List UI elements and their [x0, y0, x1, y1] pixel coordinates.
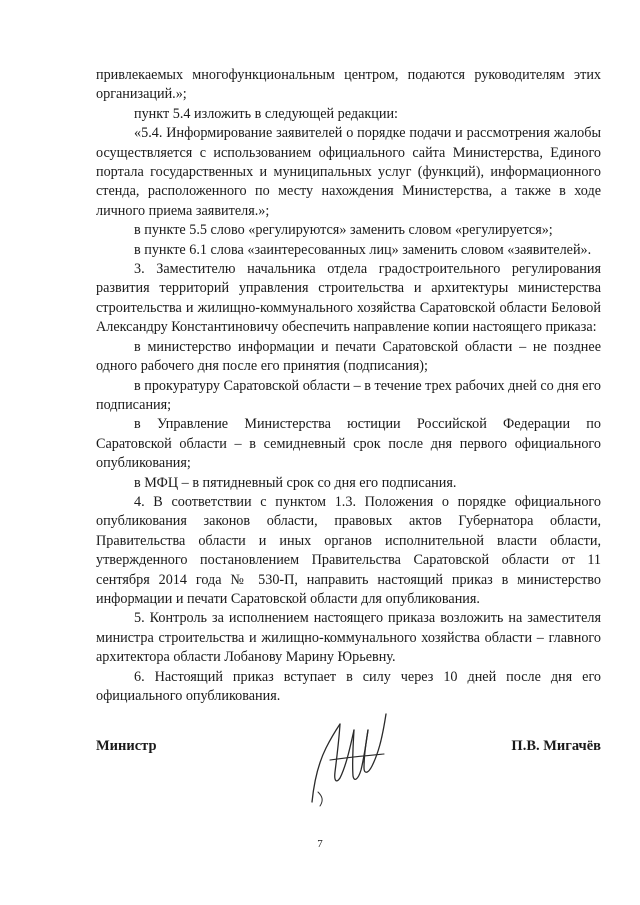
paragraph: пункт 5.4 изложить в следующей редакции:	[134, 105, 398, 122]
paragraph: 3. Заместителю начальника отдела градостроительного регулирования развития территорий управления строительства и архитектуры министерства строительства и жилищно-коммунального хозяйства Саратовской области Беловой Александру Константиновичу обеспечить направление копии настоящего приказа:	[96, 261, 601, 336]
handwritten-signature	[300, 700, 400, 810]
document-body	[96, 66, 601, 706]
paragraph: в министерство информации и печати Саратовской области – не позднее одного рабочего дня после его принятия (подписания);	[96, 338, 601, 375]
paragraph: «5.4. Информирование заявителей о порядке подачи и рассмотрения жалобы осуществляется с использованием официального сайта Министерства, Единого портала государственных и муниципальных услуг (функций), информационного стенда, расположенного по месту нахождения Министерства, а также в ходе личного приема заявителя.»;	[96, 125, 601, 219]
signatory-name: П.В. Мигачёв	[511, 738, 601, 754]
paragraph: в Управление Министерства юстиции Российской Федерации по Саратовской области – в семидневный срок после дня первого официального опубликования;	[96, 416, 601, 472]
paragraph: в пункте 6.1 слова «заинтересованных лиц» заменить словом «заявителей».	[134, 241, 592, 258]
paragraph: привлекаемых многофункциональным центром, подаются руководителям этих организаций.»;	[96, 67, 601, 103]
paragraph: в МФЦ – в пятидневный срок со дня его подписания.	[134, 474, 457, 491]
paragraph: 4. В соответствии с пунктом 1.3. Положения о порядке официального опубликования законов области, правовых актов Губернатора области, Правительства области и иных органов исполнительной власти области, утвержденного постановлением Правительства Саратовской области от 11 сентября 2014 года № 530-П, направить настоящий приказ в министерство информации и печати Саратовской области для опубликования.	[96, 493, 601, 607]
paragraph: в пункте 5.5 слово «регулируются» заменить словом «регулируется»;	[134, 222, 553, 239]
page-number: 7	[317, 838, 323, 850]
paragraph: 5. Контроль за исполнением настоящего приказа возложить на заместителя министра строительства и жилищно-коммунального хозяйства области – главного архитектора области Лобанову Марину Юрьевну.	[96, 610, 601, 666]
paragraph: в прокуратуру Саратовской области – в течение трех рабочих дней со дня его подписания;	[96, 377, 602, 413]
signatory-title: Министр	[96, 738, 157, 754]
paragraph: 6. Настоящий приказ вступает в силу через 10 дней после дня его официального опубликования.	[96, 668, 601, 704]
